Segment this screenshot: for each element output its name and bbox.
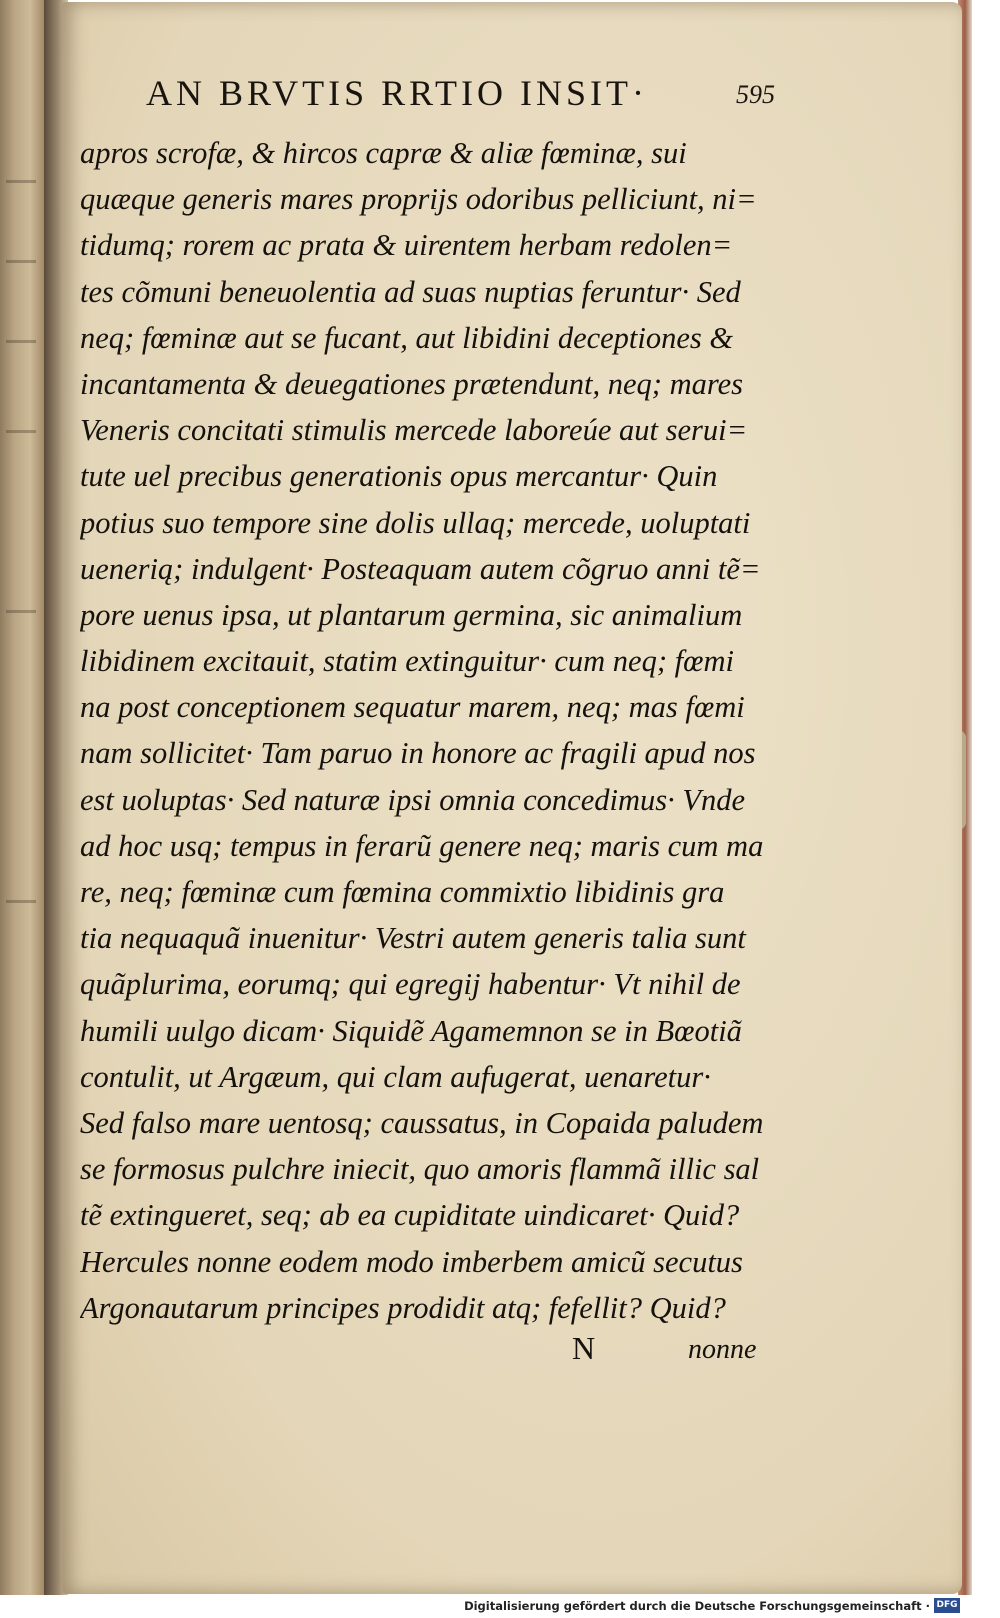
bleed-through-mark [6,340,36,353]
text-line: re, neq; fœminæ cum fœmina commixtio libidinis gra [80,875,725,909]
text-line: apros scrofæ, & hircos capræ & aliæ fœminæ, sui [80,136,687,170]
text-line: Sed falso mare uentosq; caussatus, in Copaida paludem [80,1105,764,1140]
signature-mark: N [572,1330,596,1366]
text-line: quãplurima, eorumq; qui egregij habentur· Vt nihil de [80,967,741,1002]
text-line: tẽ extingueret, seq; ab ea cupiditate uindicaret· Quid? [80,1198,740,1233]
text-line: Veneris concitati stimulis mercede laboreúe aut serui= [80,413,748,448]
bleed-through-mark [6,430,36,443]
text-line: tute uel precibus generationis opus mercantur· Quin [80,459,718,494]
text-line: tes cõmuni beneuolentia ad suas nuptias feruntur· Sed [80,274,741,309]
funding-notice: Digitalisierung gefördert durch die Deutsche Forschungsgemeinschaft · [464,1599,930,1613]
bleed-through-mark [6,180,36,193]
text-line: potius suo tempore sine dolis ullaq; mercede, uoluptati [80,505,751,540]
folio-number: 595 [736,80,775,109]
text-line: Argonautarum principes prodidit atq; fefellit? Quid? [80,1290,726,1325]
text-line: contulit, ut Argæum, qui clam aufugerat, uenaretur· [80,1059,711,1094]
text-line: tia nequaquã inuenitur· Vestri autem generis talia sunt [80,921,746,956]
catchword: nonne [688,1334,757,1365]
text-line: nam sollicitet· Tam paruo in honore ac fragili apud nos [80,736,756,771]
text-line: humili uulgo dicam· Siquidẽ Agamemnon se in Bœotiã [80,1013,742,1048]
running-head: AN BRVTIS RRTIO INSIT· [146,73,648,113]
text-line: quæque generis mares proprijs odoribus pelliciunt, ni= [80,182,757,217]
text-line: tidumq; rorem ac prata & uirentem herbam redolen= [80,228,733,263]
text-line: ad hoc usq; tempus in ferarũ genere neq; maris cum ma [80,828,764,863]
left-page-edge [0,0,44,1595]
bleed-through-mark [6,900,36,913]
text-line: est uoluptas· Sed naturæ ipsi omnia concedimus· Vnde [80,782,746,817]
text-line: uenerią; indulgent· Posteaquam autem cõgruo anni tẽ= [80,551,761,586]
bleed-through-mark [6,610,36,623]
body-text [80,130,840,1331]
text-line: se formosus pulchre iniecit, quo amoris flammã illic sal [80,1152,760,1187]
digitization-footer [0,1595,1000,1618]
text-line: incantamenta & deuegationes prætendunt, neq; mares [80,366,743,401]
text-line: neq; fœminæ aut se fucant, aut libidini deceptiones & [80,320,734,355]
text-line: Hercules nonne eodem modo imberbem amicũ secutus [80,1244,743,1279]
dfg-logo-icon: DFG [934,1598,960,1613]
text-line: na post conceptionem sequatur marem, neq; mas fœmi [80,690,745,725]
bleed-through-mark [6,260,36,273]
text-line: libidinem excitauit, statim extinguitur· cum neq; fœmi [80,644,734,679]
text-line: pore uenus ipsa, ut plantarum germina, sic animalium [80,597,743,632]
